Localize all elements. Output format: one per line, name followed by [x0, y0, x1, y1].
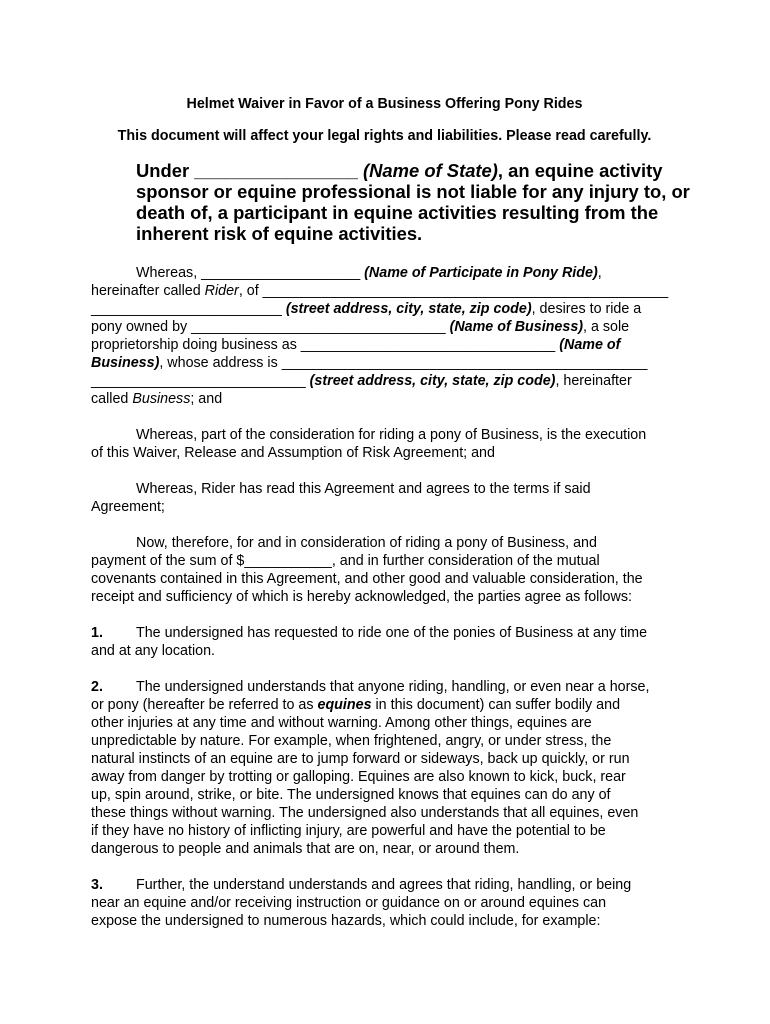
notice-line-3: death of, a participant in equine activities resulting from the [136, 202, 659, 223]
liability-notice [136, 160, 690, 244]
clause-number: 1. [91, 625, 103, 641]
whereas-read-paragraph: Whereas, Rider has read this Agreement and agrees to the terms if said Agreement; [91, 481, 591, 515]
document-title: Helmet Waiver in Favor of a Business Offering Pony Rides [186, 96, 583, 112]
now-therefore-paragraph: Now, therefore, for and in consideration of riding a pony of Business, and payment of the sum of $___________, and in further consideration of the mutual covenants contained in this Agreement, and other good and valuable consideration, the receipt and sufficiency of which is hereby acknowledged, the parties agree as follows: [91, 535, 643, 605]
clause-2: 2. The undersigned understands that anyone riding, handling, or even near a horse, or pony (hereafter be referred to as equines in this document) can suffer bodily and other injuries at any time and without warning. Among other things, equines are unpredictable by nature. For example, when frightened, angry, or under stress, the natural instincts of an equine are to jump forward or sideways, back up quickly, or run away from danger by trotting or galloping. Equines are also known to kick, buck, rear up, spin around, strike, or bite. The undersigned knows that equines can do any of these things without warning. The undersigned also understands that all equines, even if they have no history of inflicting injury, are powerful and have the potential to be dangerous to people and animals that are on, near, or around them. [91, 679, 650, 857]
notice-line-1: Under ________________ (Name of State), an equine activity [136, 160, 663, 181]
whereas-consideration-paragraph: Whereas, part of the consideration for riding a pony of Business, is the execution of this Waiver, Release and Assumption of Risk Agreement; and [91, 427, 647, 461]
clause-number: 2. [91, 679, 103, 695]
clause-1: 1. The undersigned has requested to ride one of the ponies of Business at any time and at any location. [91, 625, 648, 659]
clause-number: 3. [91, 877, 103, 893]
notice-line-4: inherent risk of equine activities. [136, 223, 423, 244]
document-subtitle: This document will affect your legal rights and liabilities. Please read carefully. [117, 128, 652, 144]
state-blank[interactable]: ________________ [194, 160, 358, 181]
notice-line-2: sponsor or equine professional is not liable for any injury to, or [136, 181, 690, 202]
clause-3: 3. Further, the understand understands and agrees that riding, handling, or being near an equine and/or receiving instruction or guidance on or around equines can expose the undersigned to numerous hazards, which could include, for example: [91, 877, 632, 929]
whereas-parties-paragraph: Whereas, ____________________ (Name of Participate in Pony Ride), hereinafter called Rider, of ___________________________________________________ ________________________ (street address, city, state, zip code), desires to ride a pony owned by ________________________________ (Name of Business), a sole proprietorship doing business as ________________________________ (Name of Business), whose address is ______________________________________________ ___________________________ (street address, city, state, zip code), hereinafter called Business; and [91, 265, 669, 407]
